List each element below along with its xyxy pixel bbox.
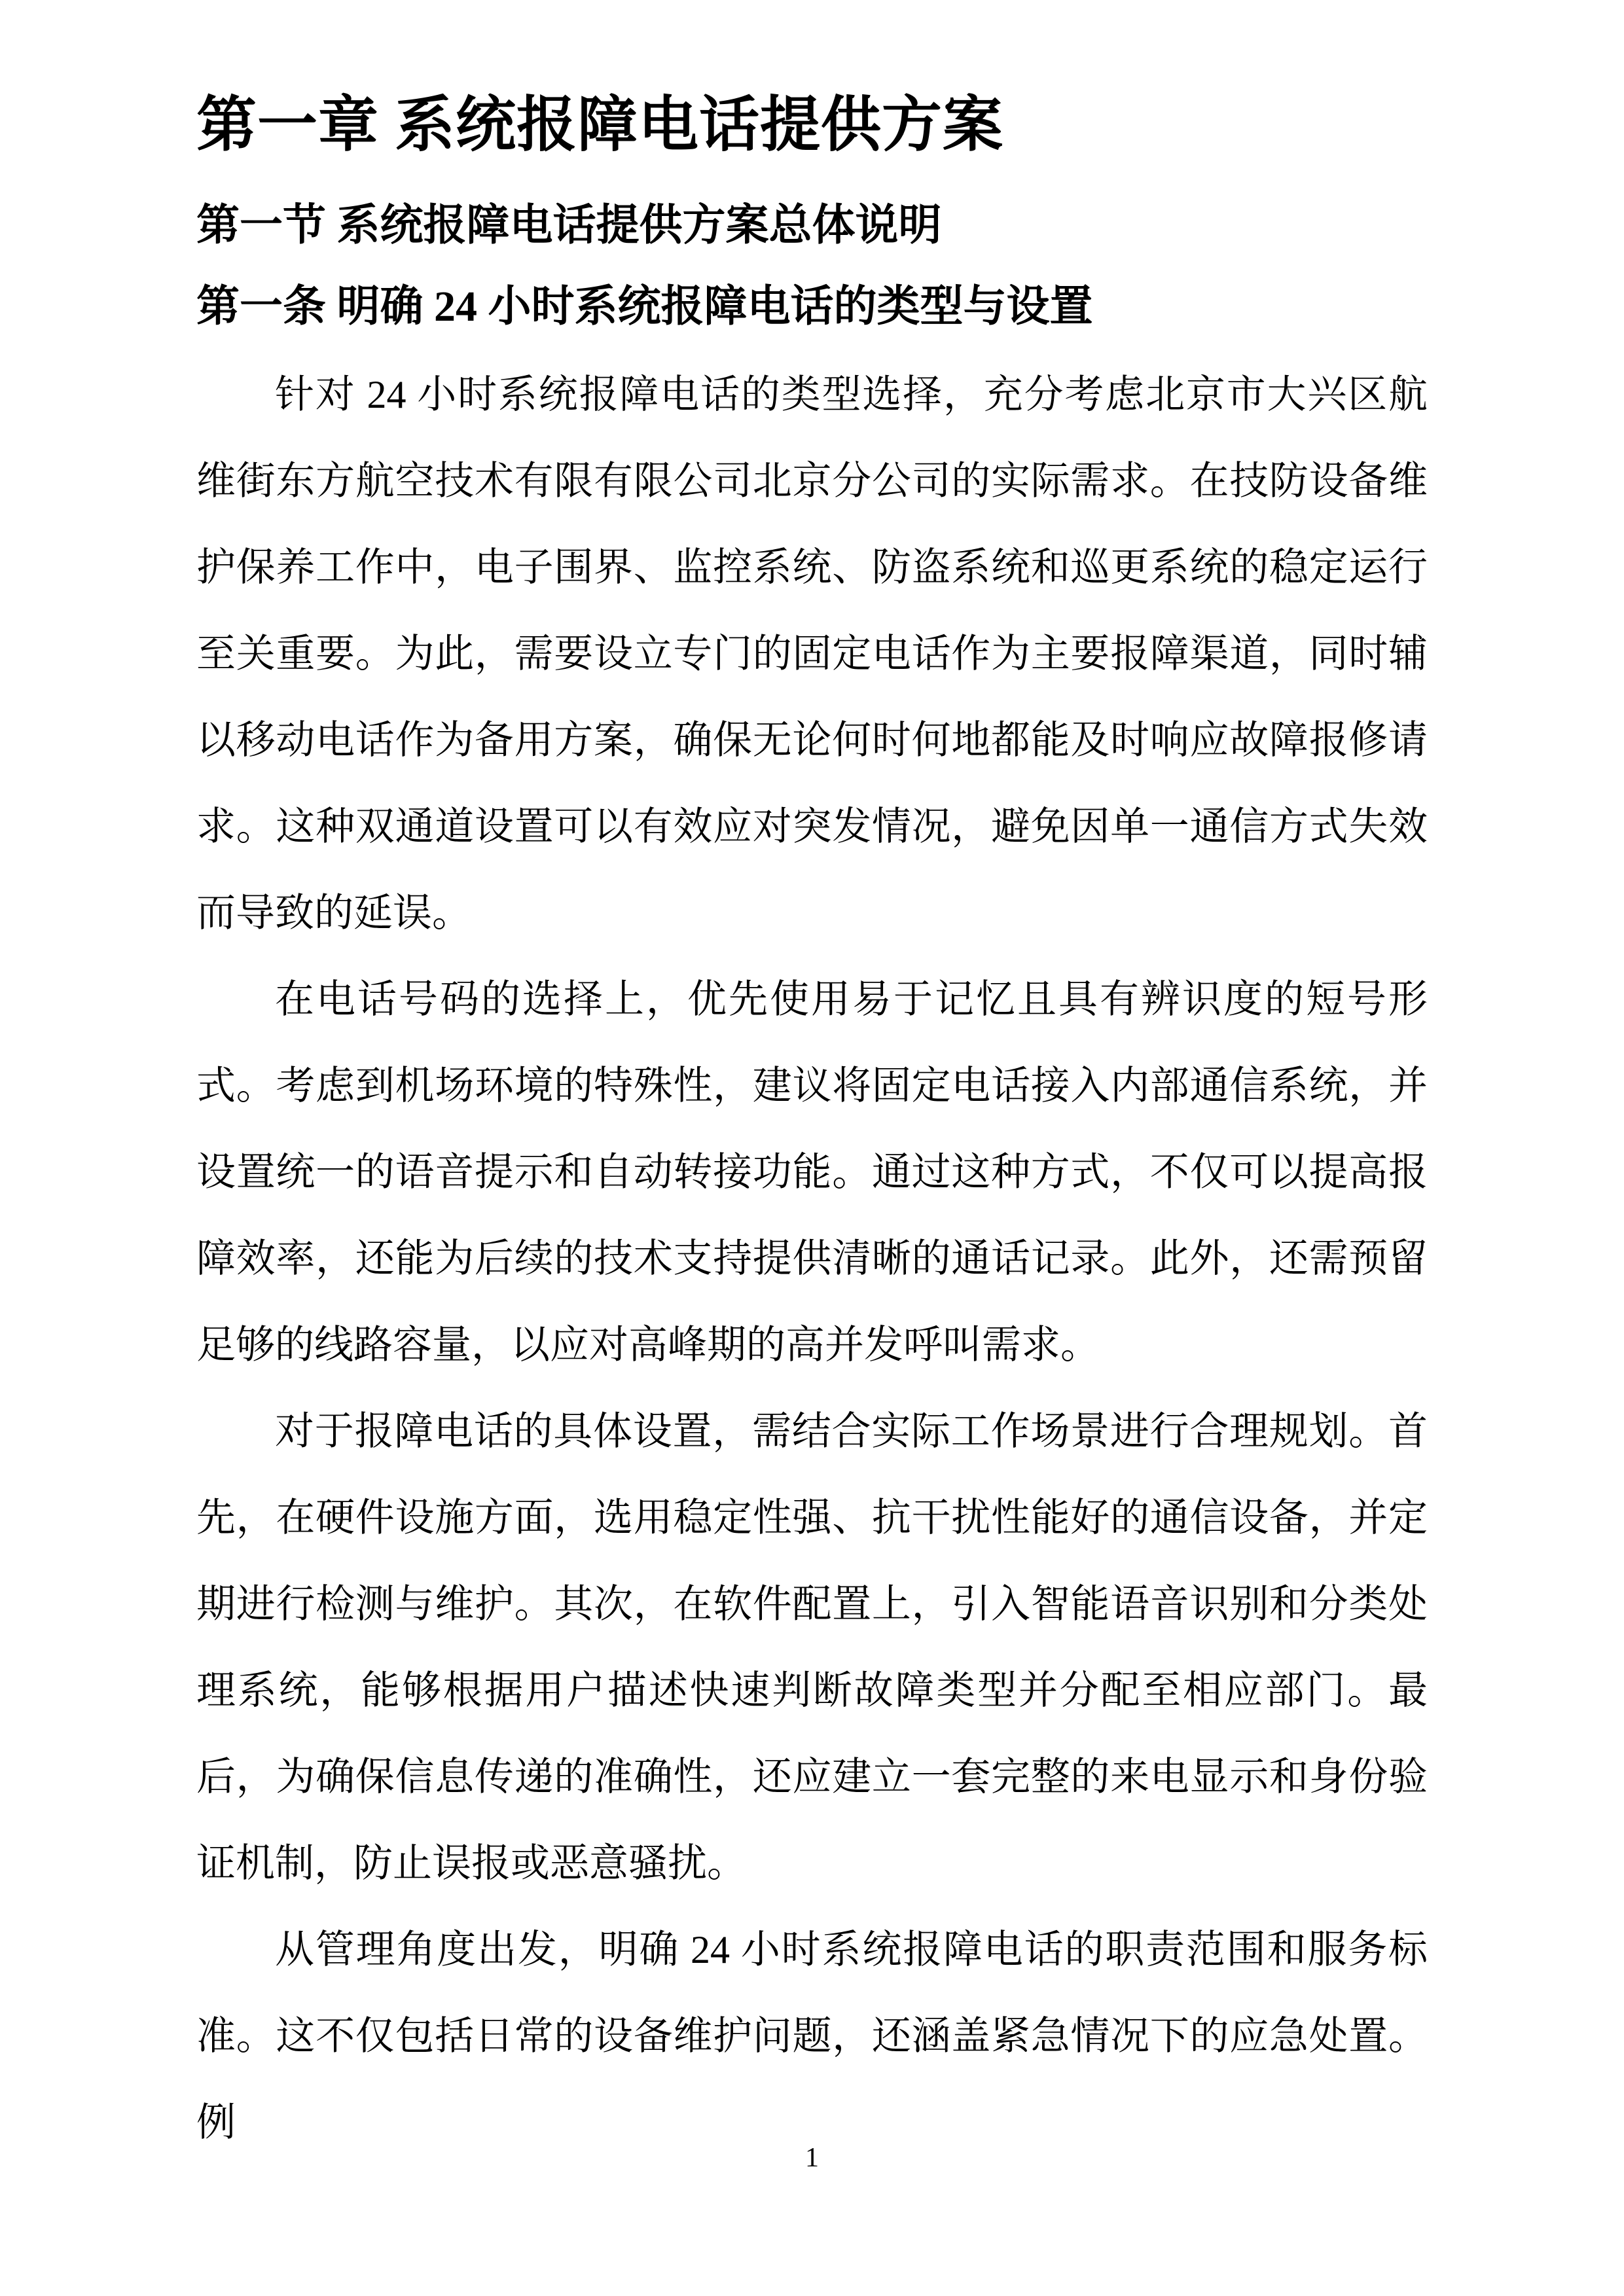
body-paragraph: 从管理角度出发，明确 24 小时系统报障电话的职责范围和服务标准。这不仅包括日常的设备维护问题，还涵盖紧急情况下的应急处置。例: [196, 1928, 1428, 2144]
page-number: 1: [805, 2143, 819, 2173]
chapter-heading: 第一章 系统报障电话提供方案: [196, 92, 1004, 158]
body-paragraph: 对于报障电话的具体设置，需结合实际工作场景进行合理规划。首先，在硬件设施方面，选用稳定性强、抗干扰性能好的通信设备，并定期进行检测与维护。其次，在软件配置上，引入智能语音识别和分类处理系统，能够根据用户描述快速判断故障类型并分配至相应部门。最后，为确保信息传递的准确性，还应建立一套完整的来电显示和身份验证机制，防止误报或恶意骚扰。: [196, 1410, 1428, 1885]
body-paragraph: 针对 24 小时系统报障电话的类型选择，充分考虑北京市大兴区航维街东方航空技术有限有限公司北京分公司的实际需求。在技防设备维护保养工作中，电子围界、监控系统、防盗系统和巡更系统的稳定运行至关重要。为此，需要设立专门的固定电话作为主要报障渠道，同时辅以移动电话作为备用方案，确保无论何时何地都能及时响应故障报修请求。这种双通道设置可以有效应对突发情况，避免因单一通信方式失效而导致的延误。: [196, 373, 1428, 935]
section-heading: 第一节 系统报障电话提供方案总体说明: [196, 202, 942, 249]
clause-heading: 第一条 明确 24 小时系统报障电话的类型与设置: [196, 283, 1093, 331]
document-body: [196, 351, 1428, 2166]
body-paragraph: 在电话号码的选择上，优先使用易于记忆且具有辨识度的短号形式。考虑到机场环境的特殊性，建议将固定电话接入内部通信系统，并设置统一的语音提示和自动转接功能。通过这种方式，不仅可以提高报障效率，还能为后续的技术支持提供清晰的通话记录。此外，还需预留足够的线路容量，以应对高峰期的高并发呼叫需求。: [196, 978, 1428, 1367]
